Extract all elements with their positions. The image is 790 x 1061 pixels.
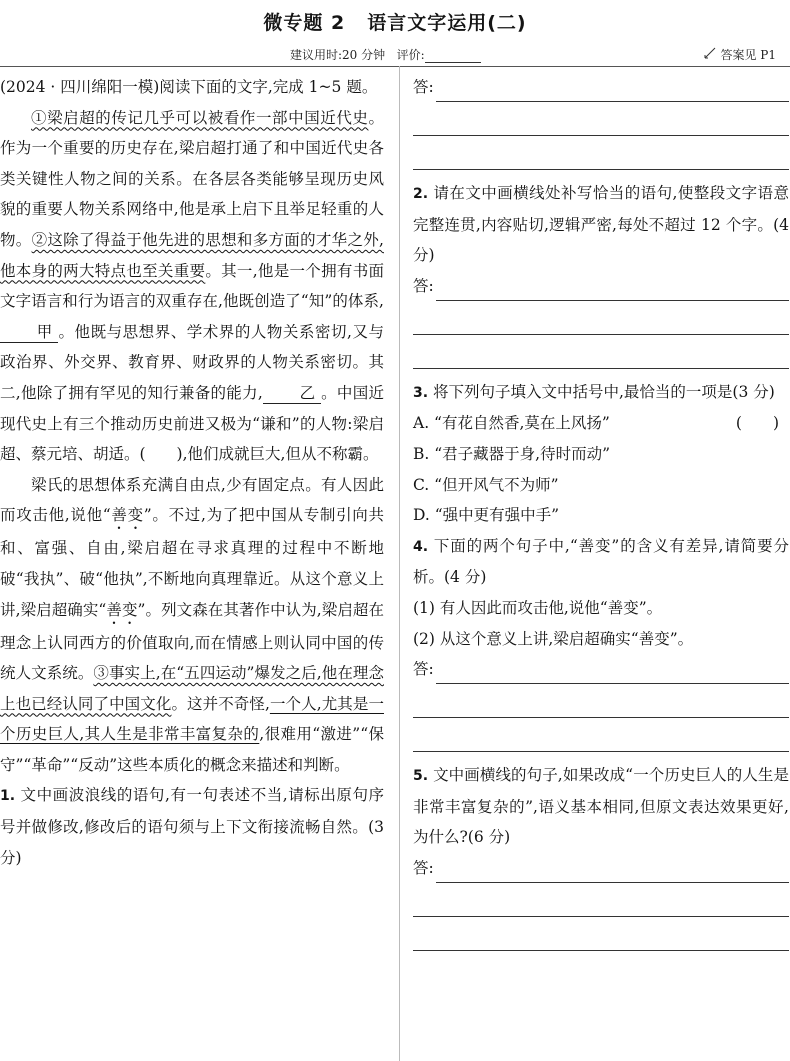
eval-label: 评价:: [396, 48, 425, 62]
eval-blank[interactable]: [425, 50, 481, 63]
underlined-sentence: 一个人,尤其是一个历史巨人,其人生是非常丰富复杂的: [0, 694, 384, 744]
header-rule: [0, 66, 790, 67]
q4-sub-2: (2) 从这个意义上讲,梁启超确实“善变”。: [413, 629, 694, 648]
wavy-sentence-3: ③事实上,在“五四运动”爆发之后,他在理念上也已经认同了中国文化: [0, 664, 384, 713]
answer-line[interactable]: [436, 79, 789, 102]
passage-text: 。作为一个重要的历史存在,梁启超打通了和中国近代史各类关键性人物之间的关系。在各层各类能够呈现历史风貌的重要人物关系网络中,他是承上启下且举足轻重的人物。: [0, 108, 384, 249]
option-c[interactable]: C. “但开风气不为师”: [413, 475, 559, 494]
answer-line[interactable]: [436, 860, 789, 883]
emphasis-word: 善变: [106, 600, 138, 619]
passage-text: 梁氏的思想体系充满自由点,少有固定点。有人因此而攻击他,说他“: [0, 475, 384, 525]
answer-line[interactable]: [413, 301, 789, 335]
passage-text: ,很难用“激进”“保守”“革命”“反动”这些本质化的概念来描述和判断。: [0, 725, 384, 774]
question-number: 3.: [413, 384, 429, 401]
answer-label: 答:: [413, 660, 434, 679]
answer-line[interactable]: [413, 136, 789, 170]
passage-text: 。中国近现代史上有三个推动历史前进又极为“谦和”的人物:梁启超、蔡元培、胡适。( ),他们成就巨大,但从不称霸。: [0, 383, 384, 464]
passage-text: 。其一,他是一个拥有书面文字语言和行为语言的双重存在,他既创造了“知”的体系,: [0, 261, 384, 311]
question-5: [413, 760, 789, 853]
option-a[interactable]: A. “有花自然香,莫在上风扬”: [413, 414, 610, 433]
answer-line[interactable]: [413, 883, 789, 917]
question-text: 文中画波浪线的语句,有一句表述不当,请标出原句序号并做修改,修改后的语句须与上下文衔接流畅自然。(3 分): [0, 786, 384, 867]
time-label: 建议用时:20 分钟: [290, 48, 386, 62]
passage-intro: (2024 · 四川绵阳一模)阅读下面的文字,完成 1~5 题。: [0, 78, 378, 96]
question-number: 4.: [413, 538, 429, 555]
option-d[interactable]: D. “强中更有强中手”: [413, 506, 560, 525]
passage-paragraph-2: [0, 470, 384, 781]
question-1: [0, 780, 384, 873]
meta-info: [290, 46, 481, 63]
questions-column: [413, 72, 789, 951]
page-title: [0, 8, 790, 35]
answer-ref-text: 答案见 P1: [720, 48, 776, 62]
answer-line[interactable]: [413, 102, 789, 136]
title-part2: 语言文字运用(二): [367, 12, 527, 34]
wavy-sentence-1: ①梁启超的传记几乎可以被看作一部中国近代史: [31, 108, 369, 127]
pencil-icon: [704, 47, 716, 62]
passage-text: 。他既与思想界、学术界的人物关系密切,又与政治界、外交界、教育界、财政界的人物关系密切。其二,他除了拥有罕见的知行兼备的能力,: [0, 322, 384, 402]
answer-label: 答:: [413, 78, 434, 96]
question-2: [413, 178, 789, 271]
passage-text: ”。列文森在其著作中认为,梁启超在理念上认同西方的价值取向,而在情感上则认同中国的传统人文系统。: [0, 600, 384, 683]
blank-jia: 甲: [0, 322, 58, 343]
answer-line[interactable]: [413, 718, 789, 752]
answer-label: 答:: [413, 276, 434, 295]
answer-area-q2[interactable]: [413, 271, 789, 369]
question-text: 下面的两个句子中,“善变”的含义有差异,请简要分析。(4 分): [413, 536, 789, 587]
answer-label: 答:: [413, 858, 434, 877]
column-divider: [399, 66, 400, 1061]
answer-line[interactable]: [436, 278, 789, 301]
passage-column: [0, 72, 384, 873]
passage-paragraph-1: [0, 103, 384, 470]
question-number: 2.: [413, 186, 429, 202]
question-text: 文中画横线的句子,如果改成“一个历史巨人的人生是非常丰富复杂的”,语义基本相同,但原文表达效果更好,为什么?(6 分): [413, 766, 789, 847]
answer-line[interactable]: [413, 684, 789, 718]
answer-line[interactable]: [413, 335, 789, 369]
q4-sub-1: (1) 有人因此而攻击他,说他“善变”。: [413, 598, 663, 617]
answer-paren[interactable]: ( ): [735, 414, 779, 433]
wavy-sentence-2: ②这除了得益于他先进的思想和多方面的才华之外,他本身的两大特点也至关重要: [0, 230, 384, 280]
question-text: 将下列句子填入文中括号中,最恰当的一项是(3 分): [433, 382, 775, 401]
passage-text: 。这并不奇怪,: [171, 694, 270, 713]
question-text: 请在文中画横线处补写恰当的语句,使整段文字语意完整连贯,内容贴切,逻辑严密,每处不超过 12 个字。(4 分): [413, 184, 789, 265]
question-4: [413, 531, 789, 593]
emphasis-word: 善变: [110, 506, 144, 525]
answer-line[interactable]: [413, 917, 789, 951]
question-number: 1.: [0, 788, 16, 805]
answer-area-q5[interactable]: [413, 853, 789, 951]
passage-text: ”。不过,为了把中国从专制引向共和、富强、自由,梁启超在寻求真理的过程中不断地破“我执”、破“他执”,不断地向真理靠近。从这个意义上讲,梁启超确实“: [0, 506, 384, 619]
title-part1: 微专题 2: [263, 12, 346, 34]
question-number: 5.: [413, 768, 429, 785]
answer-line[interactable]: [436, 661, 789, 684]
option-b[interactable]: B. “君子藏器于身,待时而动”: [413, 444, 611, 463]
blank-yi: 乙: [263, 383, 321, 404]
answer-reference: [704, 46, 776, 63]
answer-area-q1[interactable]: [413, 72, 789, 170]
answer-area-q4[interactable]: [413, 654, 789, 752]
